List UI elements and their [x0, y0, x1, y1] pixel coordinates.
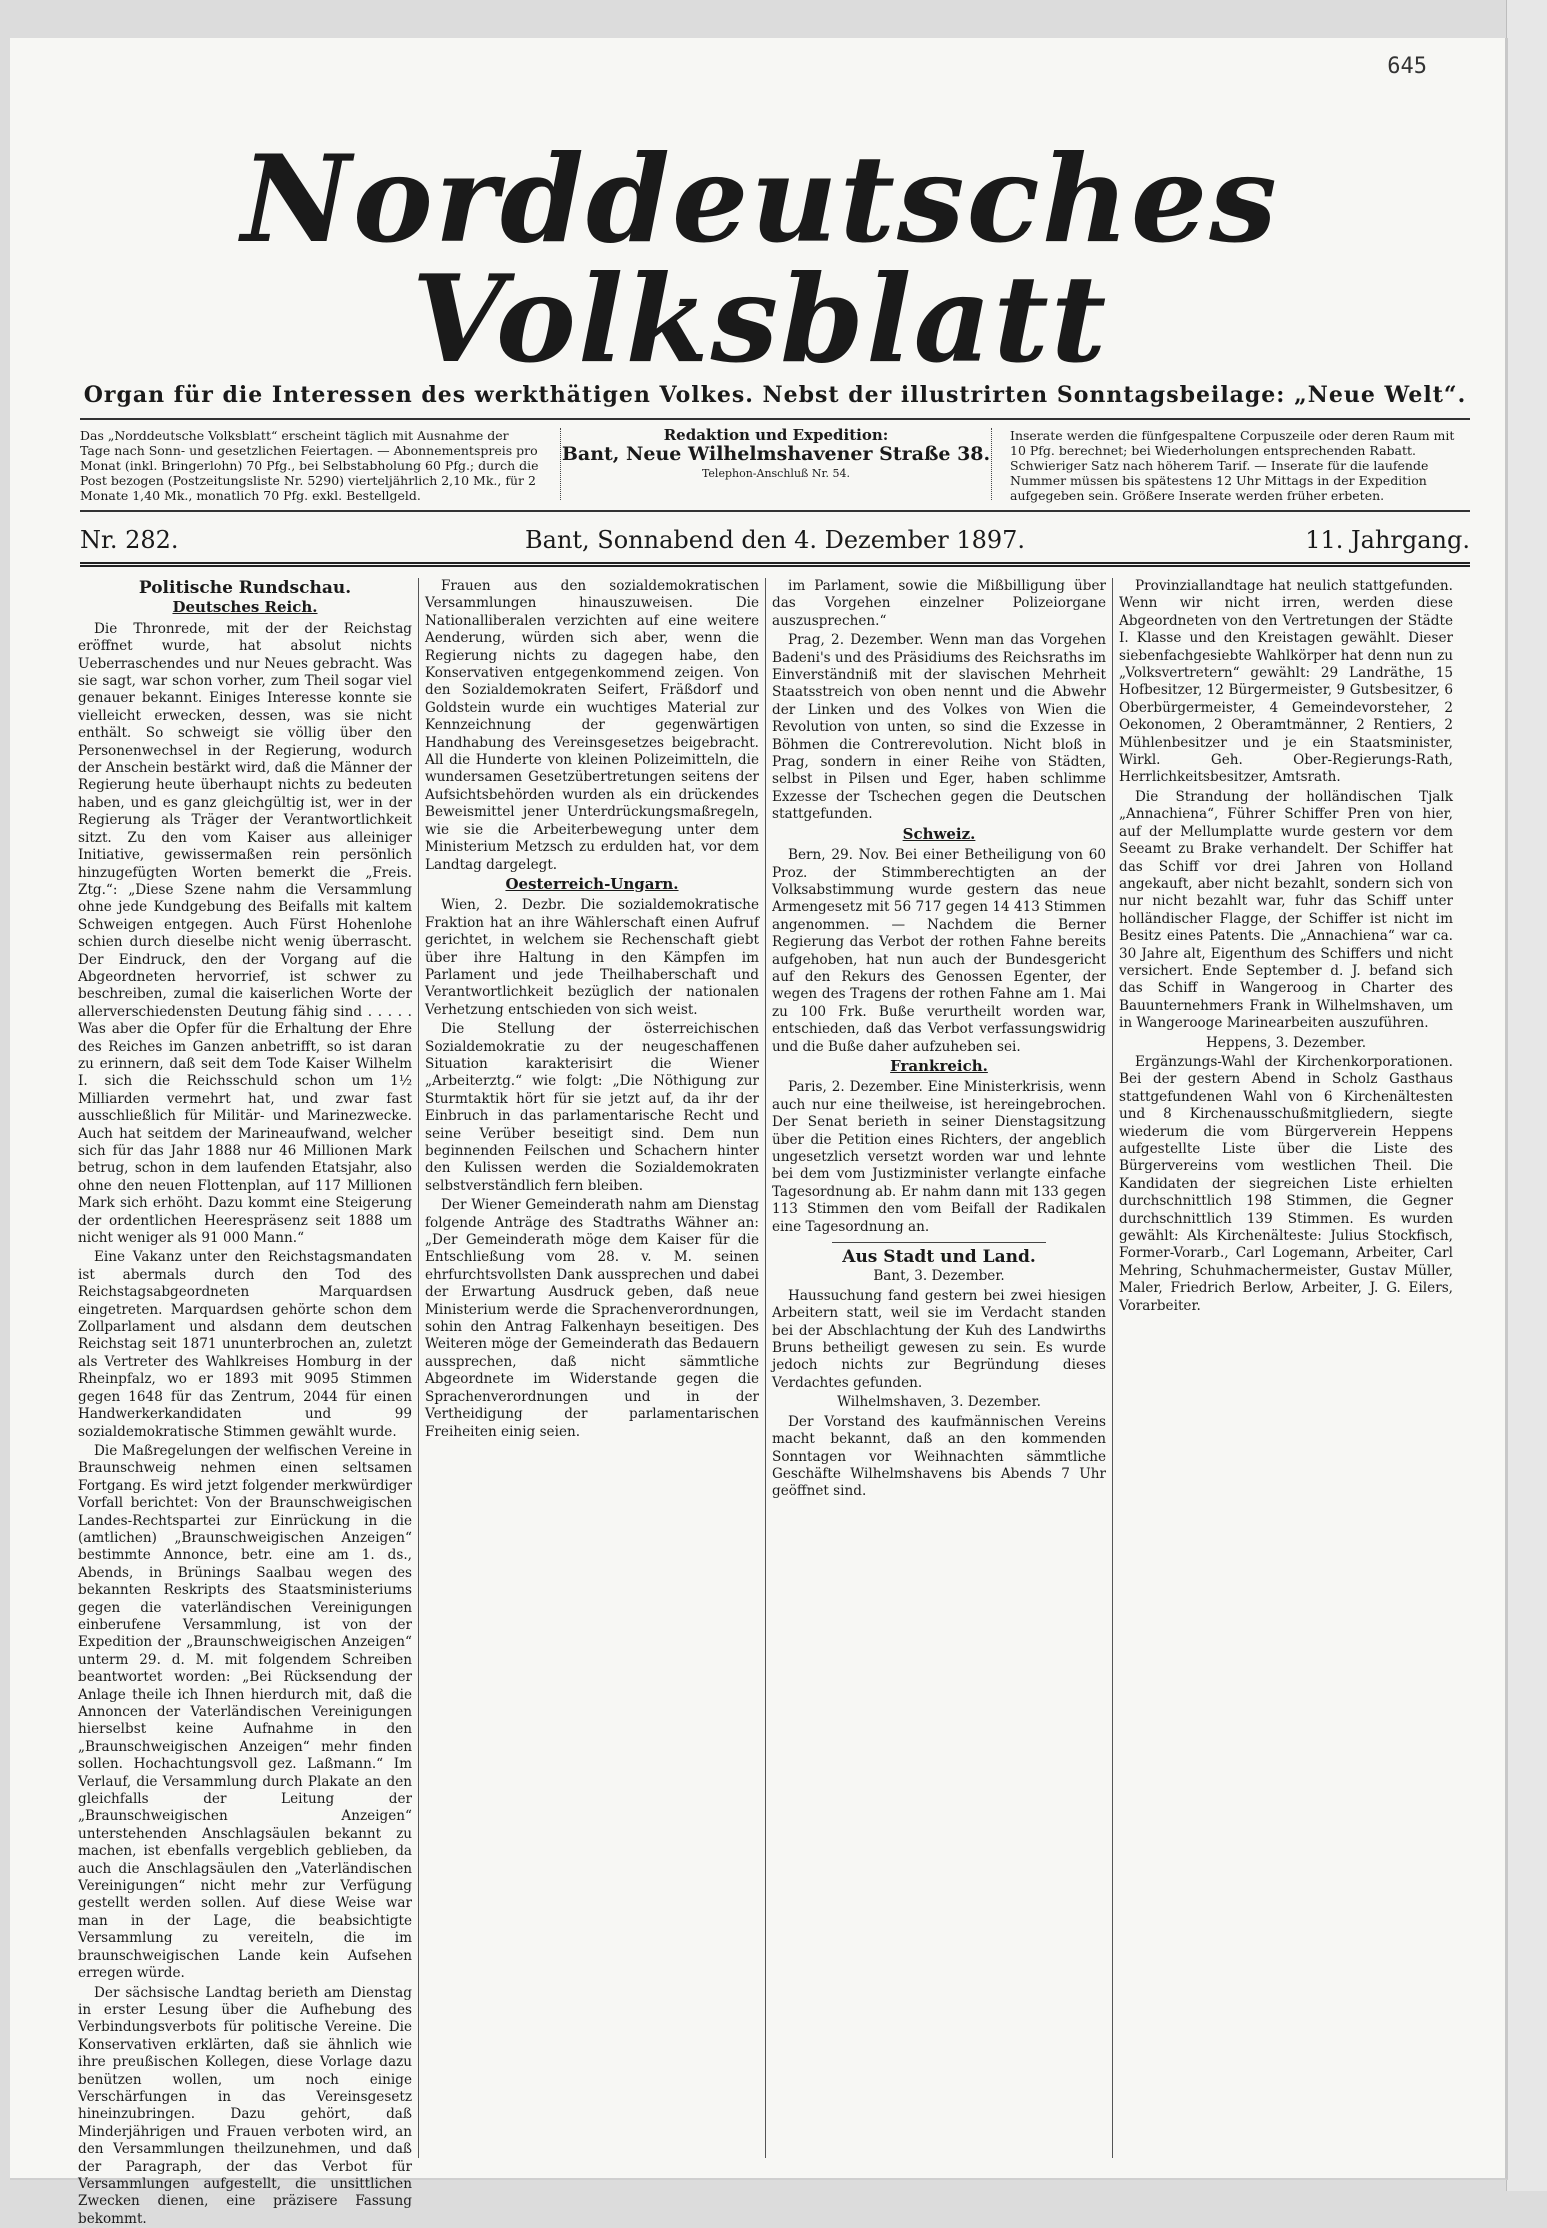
local-dateline: Heppens, 3. Dezember.: [1119, 1035, 1453, 1052]
section-divider: [832, 1242, 1046, 1243]
article-paragraph: Der Vorstand des kaufmännischen Vereins macht bekannt, daß an den kommenden Sonntagen vor Weihnachten sämmtliche Geschäfte Wilhelmshavens bis Abends 7 Uhr geöffnet sind.: [772, 1414, 1106, 1501]
column-rule: [418, 578, 419, 2158]
masthead-subtitle: Organ für die Interessen des werkthätigen Volkes. Nebst der illustrirten Sonntagsbeilage: „Neue Welt“.: [80, 382, 1470, 408]
article-paragraph: Paris, 2. Dezember. Eine Ministerkrisis, wenn auch nur eine theilweise, ist hereingebrochen. Der Senat berieth in seiner Dienstagsitzung über die Petition eines Richters, der angeblich ungesetzlich versetzt worden war und lehnte bei dem vom Justizminister verlangte einfache Tagesordnung ab. Er nahm dann mit 133 gegen 113 Stimmen den vom Beifall der Radikalen eine Tagesordnung an.: [772, 1079, 1106, 1236]
local-dateline: Bant, 3. Dezember.: [772, 1268, 1106, 1285]
subsection-heading-swiss: Schweiz.: [772, 826, 1106, 843]
article-paragraph: Die Stellung der österreichischen Sozialdemokratie zu der neugeschaffenen Situation karakterisirt die Wiener „Arbeiterztg.“ wie folgt: „Die Nöthigung zur Sturmtaktik hört für sie jetzt auf, da ihr der Einbruch in das parlamentarische Recht und seine Verüber beseitigt sind. Dem nun beginnenden Feilschen und Schachern hinter den Kulissen werden die Sozialdemokraten selbstverständlich fern bleiben.: [425, 1021, 759, 1195]
article-paragraph: Wien, 2. Dezbr. Die sozialdemokratische Fraktion hat an ihre Wählerschaft einen Aufruf gerichtet, in welchem sie Rechenschaft giebt über ihre Haltung in den Kämpfen im Parlament und jede Theilhaberschaft und Verantwortlichkeit bezüglich der nationalen Verhetzung entschieden von sich weist.: [425, 897, 759, 1019]
article-paragraph: Die Strandung der holländischen Tjalk „Annachiena“, Führer Schiffer Pren von hier, auf der Mellumplatte wurde gestern vor dem Seeamt zu Brake verhandelt. Der Schiffer hat das Schiff vor drei Jahren von Holland angekauft, aber nicht bezahlt, sondern sich von nur nicht bezahlt war, fuhr das Schiff unter holländischer Flagge, der Schiffer ist nicht im Besitz eines Patents. Die „Annachiena“ war ca. 30 Jahre alt, Eigenthum des Schiffers und nicht versichert. Ende September d. J. befand sich das Schiff in Wangeroog in Charter des Bauunternehmers Frank in Wilhelmshaven, um in Wangerooge Marinearbeiten auszuführen.: [1119, 789, 1453, 1033]
local-dateline: Wilhelmshaven, 3. Dezember.: [772, 1394, 1106, 1411]
article-paragraph: Die Maßregelungen der welfischen Vereine in Braunschweig nehmen einen seltsamen Fortgang. Es wird jetzt folgender merkwürdiger Vorfall berichtet: Von der Braunschweigischen Landes-Rechtspartei zur Einrückung in die (amtlichen) „Braunschweigischen Anzeigen“ bestimmte Annonce, betr. eine am 1. ds., Abends, in Brünings Saalbau wegen des bekannten Reskripts des Staatsministeriums gegen die vaterländischen Vereinigungen einberufene Versammlung, ist von der Expedition der „Braunschweigischen Anzeigen“ unterm 29. d. M. mit folgendem Schreiben beantwortet worden: „Bei Rücksendung der Anlage theile ich Ihnen hierdurch mit, daß die Annoncen der Vaterländischen Vereinigungen hierselbst keine Aufnahme in den „Braunschweigischen Anzeigen“ mehr finden sollen. Hochachtungsvoll gez. Laßmann.“ Im Verlauf, die Versammlung durch Plakate an den gleichfalls der Leitung der „Braunschweigischen Anzeigen“ unterstehenden Anschlagsäulen bekannt zu machen, ist ebenfalls vergeblich geblieben, da auch die Anschlagsäulen den „Vaterländischen Vereinigungen“ nicht mehr zur Verfügung gestellt werden sollen. Auf diese Weise war man in der Lage, die beabsichtigte Versammlung zu vereiteln, die im braunschweigischen Lande kein Aufsehen erregen würde.: [78, 1443, 412, 1983]
article-paragraph: Frauen aus den sozialdemokratischen Versammlungen hinauszuweisen. Die Nationalliberalen verzichten auf eine weitere Aenderung, würden sich aber, wenn die Regierung nichts zu dagegen habe, den Konservativen entgegenkommend zeigen. Von den Sozialdemokraten Seifert, Fräßdorf und Goldstein wurde ein wuchtiges Material zur Kennzeichnung der gegenwärtigen Handhabung des Vereinsgesetzes beigebracht. All die Hunderte von kleinen Polizeimitteln, die wundersamen Gesetzübertretungen seitens der Aufsichtsbehörden wurden als ein drückendes Beweismittel jener Unterdrückungsmaßregeln, wie sie die Arbeiterbewegung unter dem Ministerium Metzsch zu erdulden hat, vor dem Landtag dargelegt.: [425, 578, 759, 874]
column-3: [772, 578, 1106, 2158]
article-paragraph: Provinziallandtage hat neulich stattgefunden. Wenn wir nicht irren, werden diese Abgeordneten von den Vertretungen der Städte I. Klasse und den Kreistagen gewählt. Dieser siebenfachgesiebte Wahlkörper hat denn nun zu „Volksvertretern“ gewählt: 29 Landräthe, 15 Hofbesitzer, 12 Bürgermeister, 9 Gutsbesitzer, 6 Oberbürgermeister, 4 Gemeindevorsteher, 2 Oekonomen, 2 Oberamtmänner, 2 Rentiers, 2 Mühlenbesitzer und je ein Staatsminister, Wirkl. Geh. Ober-Regierungs-Rath, Herrlichkeitsbesitzer, Amtsrath.: [1119, 578, 1453, 787]
column-rule: [1112, 578, 1113, 2158]
article-paragraph: Eine Vakanz unter den Reichstagsmandaten ist abermals durch den Tod des Reichstagsabgeordneten Marquardsen eingetreten. Marquardsen gehörte schon dem Zollparlament und alsdann dem deutschen Reichstag seit 1871 ununterbrochen an, zuletzt als Vertreter des Wahlkreises Homburg in der Rheinpfalz, wo er 1893 mit 9095 Stimmen gegen 1648 für das Zentrum, 2044 für einen Handwerkerkandidaten und 99 sozialdemokratische Stimmen gewählt wurde.: [78, 1249, 412, 1440]
masthead-title: Norddeutsches Volksblatt: [60, 140, 1460, 380]
issue-date: Bant, Sonnabend den 4. Dezember 1897.: [525, 526, 1025, 554]
article-paragraph: Der sächsische Landtag berieth am Dienstag in erster Lesung über die Aufhebung des Verbindungsverbots für politische Vereine. Die Konservativen erklärten, daß sie ähnlich wie ihre preußischen Kollegen, diese Vorlage dazu benützen wollen, um noch einige Verschärfungen in das Vereinsgesetz hineinzubringen. Dazu gehört, daß Minderjährigen und Frauen verboten wird, an den Versammlungen theilzunehmen, und daß der Paragraph, der das Verbot für Versammlungen aufgestellt, die unsittlichen Zwecken dienen, eine präzisere Fassung bekommt.: [78, 1985, 412, 2228]
column-rule: [765, 578, 766, 2158]
section-heading-local: Aus Stadt und Land.: [772, 1249, 1106, 1266]
dateline: [80, 526, 1470, 567]
column-1: [78, 578, 412, 2158]
article-paragraph: Prag, 2. Dezember. Wenn man das Vorgehen Badeni's und des Präsidiums des Reichsraths im Einverständniß mit der slavischen Mehrheit Staatsstreich von oben nennt und die Abwehr der Linken und des Volkes von Wien die Revolution von unten, so sind die Exzesse in Böhmen die Contrerevolution. Nicht bloß in Prag, sondern in einer Reihe von Städten, selbst in Pilsen und Eger, haben schlimme Exzesse der Tschechen gegen die Deutschen stattgefunden.: [772, 632, 1106, 823]
editorial-office: [560, 428, 992, 500]
advertising-info: Inserate werden die fünfgespaltene Corpuszeile oder deren Raum mit 10 Pfg. berechnet; bei Wiederholungen entsprechenden Rabatt. Schwieriger Satz nach höherem Tarif. — Inserate für die laufende Nummer müssen bis spätestens 12 Uhr Mittags in der Expedition aufgegeben sein. Größere Inserate werden früher erbeten.: [1010, 428, 1470, 503]
subsection-heading-austria: Oesterreich-Ungarn.: [425, 876, 759, 893]
issue-volume: 11. Jahrgang.: [1305, 526, 1470, 554]
office-telephone: Telephon-Anschluß Nr. 54.: [561, 466, 991, 481]
article-paragraph: Ergänzungs-Wahl der Kirchenkorporationen. Bei der gestern Abend in Scholz Gasthaus stattgefundenen Wahl von 6 Kirchenältesten und 8 Kirchenausschußmitgliedern, siegte wiederum die vom Bürgerverein Heppens aufgestellte Liste über die Liste des Bürgervereins vom westlichen Theil. Die Kandidaten der siegreichen Liste erhielten durchschnittlich 198 Stimmen, die Gegner durchschnittlich 139 Stimmen. Es wurden gewählt: Als Kirchenälteste: Julius Stockfisch, Former-Vorarb., Carl Logemann, Arbeiter, Carl Mehring, Schuhmachermeister, Gustav Müller, Maler, Friedrich Berlow, Arbeiter, J. G. Eilers, Vorarbeiter.: [1119, 1054, 1453, 1315]
column-4: [1119, 578, 1453, 2158]
subsection-heading-france: Frankreich.: [772, 1058, 1106, 1075]
subscription-info: Das „Norddeutsche Volksblatt“ erscheint täglich mit Ausnahme der Tage nach Sonn- und gesetzlichen Feiertagen. — Abonnementspreis pro Monat (inkl. Bringerlohn) 70 Pfg., bei Selbstabholung 60 Pfg.; durch die Post bezogen (Postzeitungsliste Nr. 5290) vierteljährlich 2,10 Mk., für 2 Monate 1,40 Mk., monatlich 70 Pfg. exkl. Bestellgeld.: [80, 428, 540, 503]
article-paragraph: Die Thronrede, mit der der Reichstag eröffnet wurde, hat absolut nichts Ueberraschendes und nur Neues gebracht. Was sie sagt, war schon vorher, zum Theil sogar viel genauer bekannt. Einiges Interesse konnte sie vielleicht erwecken, dessen, was sie nicht enthält. So schweigt sie völlig über den Personenwechsel in der Regierung, wodurch der Anschein bestärkt wird, daß die Männer der Regierung heute überhaupt nichts zu bedeuten haben, und es ganz gleichgültig ist, wer in der Regierung als Träger der Verantwortlichkeit sitzt. Zu den vom Kaiser aus alleiniger Initiative, gewissermaßen rein persönlich hinzugefügten Worten bemerkt die „Freis. Ztg.“: „Diese Szene nahm die Versammlung ohne jede Kundgebung des Beifalls mit kaltem Schweigen entgegen. Auch Fürst Hohenlohe schien durch dieselbe nicht wenig überrascht. Der Eindruck, den der Vorgang auf die Abgeordneten hervorrief, ist schwer zu beschreiben, zumal die kaiserlichen Worte der allerverschiedensten Deutung fähig sind . . . . . Was aber die Opfer für die Erhaltung der Ehre des Reiches im Ganzen anbetrifft, so ist daran zu erinnern, daß seit dem Tode Kaiser Wilhelm I. sich die Reichsschuld schon um 1½ Milliarden vermehrt hat, und zwar fast ausschließlich für Militär- und Marinezwecke. Auch hat seitdem der Marineaufwand, welcher sich für das Jahr 1888 nur 46 Millionen Mark betrug, schon in dem laufenden Etatsjahr, also ohne den neuen Flottenplan, auf 117 Millionen Mark sich erhöht. Dazu kommt eine Steigerung der ordentlichen Heerespräsenz seit 1888 um nicht weniger als 91 000 Mann.“: [78, 621, 412, 1248]
column-2: [425, 578, 759, 2158]
section-heading-politics: Politische Rundschau.: [78, 580, 412, 597]
page-number: 645: [1387, 54, 1427, 79]
article-paragraph: Der Wiener Gemeinderath nahm am Dienstag folgende Anträge des Stadtraths Wähner an: „Der Gemeinderath möge dem Kaiser für die Entschließung vom 28. v. M. seinen ehrfurchtsvollsten Dank aussprechen und dabei der Erwartung Ausdruck geben, daß neue Ministerium werde die Sprachenverordnungen, sohin den Antrag Falkenhayn beseitigen. Des Weiteren möge der Gemeinderath das Bedauern aussprechen, daß nicht sämmtliche Abgeordnete im Widerstande gegen die Sprachenverordnungen und in der Vertheidigung der parlamentarischen Freiheiten einig seien.: [425, 1197, 759, 1441]
article-paragraph: im Parlament, sowie die Mißbilligung über das Vorgehen einzelner Polizeiorgane auszusprechen.“: [772, 578, 1106, 630]
article-paragraph: Haussuchung fand gestern bei zwei hiesigen Arbeitern statt, weil sie im Verdacht standen bei der Abschlachtung der Kuh des Landwirths Bruns betheiligt gewesen zu sein. Es wurde jedoch nichts zur Begründung dieses Verdachtes gefunden.: [772, 1288, 1106, 1392]
article-paragraph: Bern, 29. Nov. Bei einer Betheiligung von 60 Proz. der Stimmberechtigten an der Volksabstimmung wurde gestern das neue Armengesetz mit 56 717 gegen 14 413 Stimmen angenommen. — Nachdem die Berner Regierung das Verbot der rothen Fahne bereits aufgehoben, hat nun auch der Bundesgericht auf den Rekurs des Genossen Egenter, der wegen des Tragens der rothen Fahne am 1. Mai zu 100 Frk. Buße verurtheilt worden war, entschieden, daß das Verbot verfassungswidrig und die Buße daher aufzuheben sei.: [772, 847, 1106, 1056]
office-heading: Redaktion und Expedition:: [561, 428, 991, 443]
office-address: Bant, Neue Wilhelmshavener Straße 38.: [561, 447, 991, 462]
page-edge: [1506, 0, 1547, 2191]
issue-number: Nr. 282.: [80, 526, 179, 554]
info-bar: [80, 418, 1470, 512]
subsection-heading-reich: Deutsches Reich.: [78, 599, 412, 616]
